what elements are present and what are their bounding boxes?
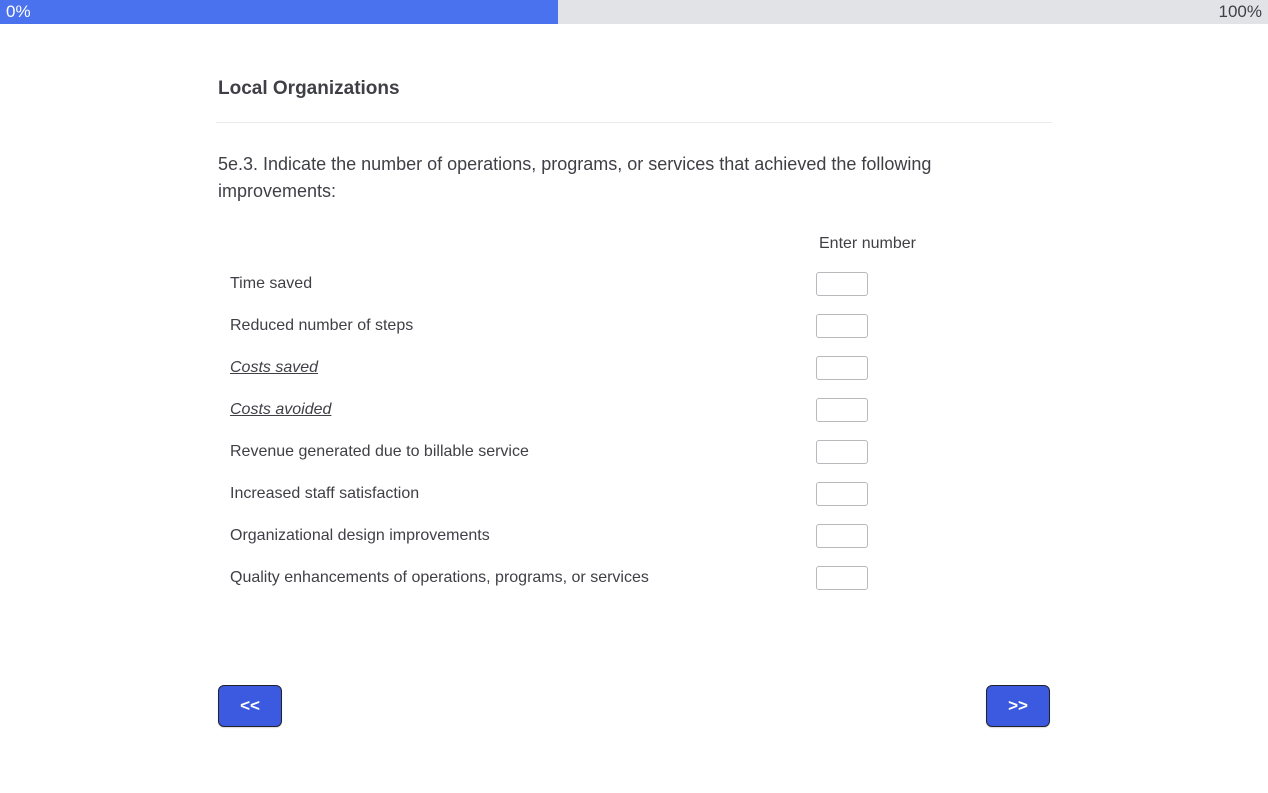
next-button[interactable]: >>	[986, 685, 1050, 727]
row-label-costs-avoided: Costs avoided	[230, 401, 332, 418]
input-costs-avoided[interactable]	[816, 398, 868, 422]
row-label-time-saved: Time saved	[230, 275, 313, 292]
row-input-cell	[816, 440, 1052, 464]
input-revenue-generated[interactable]	[816, 440, 868, 464]
row-input-cell	[816, 524, 1052, 548]
navigation-bar	[216, 685, 1052, 727]
progress-end-label: 100%	[1218, 2, 1262, 21]
matrix-row	[216, 517, 1052, 555]
matrix-row	[216, 265, 1052, 303]
input-costs-saved[interactable]	[816, 356, 868, 380]
row-label-quality-enhancements: Quality enhancements of operations, programs, or services	[230, 569, 649, 586]
row-label-reduced-steps: Reduced number of steps	[230, 317, 414, 334]
row-label-org-design: Organizational design improvements	[230, 527, 490, 544]
progress-bar	[0, 0, 1268, 24]
progress-bar-fill	[0, 0, 558, 24]
matrix-row	[216, 559, 1052, 597]
matrix-row	[216, 349, 1052, 387]
page-title: Local Organizations	[218, 78, 400, 99]
matrix-column-header: Enter number	[819, 235, 916, 252]
matrix-header-row	[216, 235, 1052, 253]
input-staff-satisfaction[interactable]	[816, 482, 868, 506]
previous-button[interactable]: <<	[218, 685, 282, 727]
row-input-cell	[816, 356, 1052, 380]
matrix-row	[216, 475, 1052, 513]
row-label-costs-saved: Costs saved	[230, 359, 319, 376]
input-org-design[interactable]	[816, 524, 868, 548]
input-quality-enhancements[interactable]	[816, 566, 868, 590]
matrix-row	[216, 307, 1052, 345]
row-label-revenue-generated: Revenue generated due to billable service	[230, 443, 529, 460]
row-label-staff-satisfaction: Increased staff satisfaction	[230, 485, 420, 502]
input-time-saved[interactable]	[816, 272, 868, 296]
row-input-cell	[816, 314, 1052, 338]
question-text: 5e.3. Indicate the number of operations, programs, or services that achieved the following improvements:	[218, 154, 932, 201]
row-input-cell	[816, 482, 1052, 506]
row-input-cell	[816, 566, 1052, 590]
survey-page	[0, 24, 1268, 727]
progress-start-label: 0%	[6, 2, 31, 21]
title-divider	[216, 122, 1052, 123]
row-input-cell	[816, 398, 1052, 422]
matrix-row	[216, 391, 1052, 429]
question-matrix	[216, 235, 1052, 597]
matrix-row	[216, 433, 1052, 471]
row-input-cell	[816, 272, 1052, 296]
input-reduced-steps[interactable]	[816, 314, 868, 338]
survey-content	[216, 24, 1052, 597]
